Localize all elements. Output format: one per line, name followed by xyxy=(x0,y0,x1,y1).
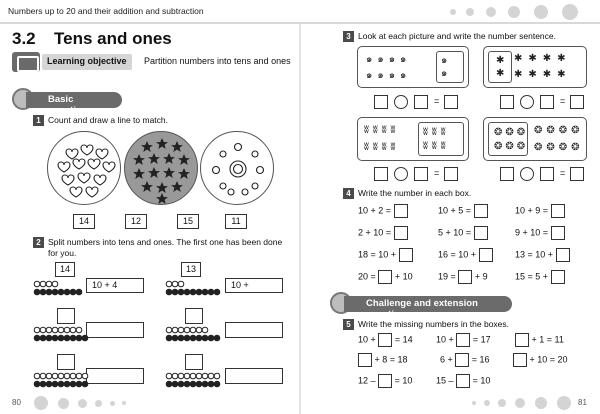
q5-equation: + 1 = 11 xyxy=(515,333,564,347)
snails-picture xyxy=(357,46,469,88)
heart-icon xyxy=(94,175,106,185)
operator-circle[interactable] xyxy=(394,95,408,109)
answer-box[interactable] xyxy=(474,204,488,218)
sentence-box[interactable] xyxy=(374,167,388,181)
question-text: Write the number in each box. xyxy=(358,188,472,198)
question-number: 5 xyxy=(343,319,354,330)
equals-sign: = xyxy=(560,168,566,178)
answer-box[interactable] xyxy=(513,353,527,367)
question-text: for you. xyxy=(48,248,77,258)
heart-icon xyxy=(86,187,98,197)
decor-dot xyxy=(535,397,547,409)
book-icon xyxy=(12,52,40,72)
decor-dot xyxy=(472,401,476,405)
heart-icon xyxy=(78,173,90,183)
q5-equation: 10 + = 17 xyxy=(436,333,491,347)
butterflies-picture xyxy=(357,117,469,161)
decor-dot xyxy=(95,400,102,407)
answer-box[interactable] xyxy=(479,248,493,262)
q5-equation: + 8 = 18 xyxy=(358,353,408,367)
ant-icon: ✱ xyxy=(496,68,505,79)
decor-dot xyxy=(58,398,69,409)
operator-circle[interactable] xyxy=(520,167,534,181)
equals-sign: = xyxy=(560,96,566,106)
answer-box: 10 + 4 xyxy=(86,278,144,293)
equals-sign: = xyxy=(434,168,440,178)
decor-dot xyxy=(450,9,456,15)
snail-icon: ๑๑๑๑ xyxy=(366,54,412,65)
header-bar xyxy=(0,0,600,24)
butterfly-subset xyxy=(418,122,464,156)
sentence-box[interactable] xyxy=(444,167,458,181)
answer-box[interactable] xyxy=(378,374,392,388)
heart-icon xyxy=(88,159,100,169)
number-box[interactable] xyxy=(57,354,75,370)
question-text: Write the missing numbers in the boxes. xyxy=(358,319,510,329)
answer-box[interactable] xyxy=(394,204,408,218)
question-number: 1 xyxy=(33,115,44,126)
q4-equation: 10 + 9 = xyxy=(515,204,565,218)
match-option[interactable]: 14 xyxy=(73,214,95,229)
answer-box[interactable] xyxy=(456,333,470,347)
number-box[interactable] xyxy=(185,354,203,370)
heart-icon xyxy=(81,145,93,155)
challenge-banner: Challenge and extension question xyxy=(344,296,512,312)
heart-icon xyxy=(62,175,74,185)
sentence-box[interactable] xyxy=(414,95,428,109)
page-number: 81 xyxy=(578,398,587,407)
question-number: 4 xyxy=(343,188,354,199)
ant-icon: ✱ xyxy=(496,55,505,66)
bead-string xyxy=(33,280,85,303)
heart-icon xyxy=(103,162,115,172)
number-box[interactable] xyxy=(185,308,203,324)
answer-box[interactable] xyxy=(378,333,392,347)
page-number: 80 xyxy=(12,398,21,407)
decor-dot xyxy=(562,4,578,20)
decor-dot xyxy=(34,396,48,410)
ants-picture xyxy=(483,46,587,88)
answer-box[interactable] xyxy=(456,374,470,388)
match-option[interactable]: 12 xyxy=(125,214,147,229)
answer-box[interactable] xyxy=(399,248,413,262)
beads-icon xyxy=(165,280,223,298)
beads-icon xyxy=(165,326,223,344)
answer-box[interactable] xyxy=(86,322,144,338)
heart-icon xyxy=(73,159,85,169)
ant-subset xyxy=(488,51,512,83)
learning-objective-label: Learning objective xyxy=(42,54,132,70)
q4-equation: 2 + 10 = xyxy=(358,226,408,240)
number-box[interactable] xyxy=(57,308,75,324)
sentence-box[interactable] xyxy=(374,95,388,109)
answer-box[interactable] xyxy=(515,333,529,347)
q4-equation: 19 = + 9 xyxy=(438,270,488,284)
ant-icon: ✱✱✱✱ xyxy=(514,53,572,64)
question-text: Count and draw a line to match. xyxy=(48,115,169,125)
bead-string xyxy=(165,372,223,395)
decor-dot xyxy=(557,396,571,410)
heart-icon xyxy=(96,149,108,159)
ant-icon: ✱✱✱✱ xyxy=(514,69,572,80)
answer-box[interactable] xyxy=(378,270,392,284)
ladybird-icon: ❂❂❂ xyxy=(494,141,529,152)
q5-equation: 15 – = 10 xyxy=(436,374,490,388)
butterfly-icon: ʬʬʬʬ xyxy=(364,142,400,153)
q5-equation: 6 + = 16 xyxy=(440,353,490,367)
snail-icon: ๑ xyxy=(441,55,448,66)
question-text: Look at each picture and write the number sentence. xyxy=(358,31,556,41)
heart-icon xyxy=(58,162,70,172)
beads-icon xyxy=(33,280,85,298)
q4-equation: 13 = 10 + xyxy=(515,248,570,262)
butterfly-icon: ʬʬʬ xyxy=(423,127,450,138)
stars-group xyxy=(125,132,199,206)
operator-circle[interactable] xyxy=(520,95,534,109)
snail-icon: ๑ xyxy=(441,68,448,79)
ladybird-icon: ❂❂❂ xyxy=(494,127,529,138)
decor-dot xyxy=(110,401,115,406)
match-option[interactable]: 11 xyxy=(225,214,247,229)
sentence-box[interactable] xyxy=(500,95,514,109)
bead-string xyxy=(165,326,223,349)
decor-dot xyxy=(515,398,525,408)
decor-dot xyxy=(508,6,520,18)
q4-equation: 15 = 5 + xyxy=(515,270,565,284)
basic-questions-banner: Basic questions xyxy=(26,92,122,108)
answer-box[interactable] xyxy=(394,226,408,240)
q4-equation: 5 + 10 = xyxy=(438,226,488,240)
q4-equation: 16 = 10 + xyxy=(438,248,493,262)
decor-dot xyxy=(484,400,490,406)
bead-string xyxy=(33,326,91,349)
sentence-box[interactable] xyxy=(570,167,584,181)
operator-circle[interactable] xyxy=(394,167,408,181)
q4-equation: 18 = 10 + xyxy=(358,248,413,262)
learning-objective-text: Partition numbers into tens and ones xyxy=(144,56,291,66)
answer-box[interactable] xyxy=(556,248,570,262)
q4-equation: 20 = + 10 xyxy=(358,270,413,284)
decor-dot xyxy=(486,7,496,17)
q5-equation: 10 + = 14 xyxy=(358,333,413,347)
decor-dot xyxy=(78,399,87,408)
section-title: Tens and ones xyxy=(54,29,172,48)
ladybirds-picture xyxy=(483,117,587,161)
header-title: Numbers up to 20 and their addition and subtraction xyxy=(8,6,204,16)
question-number: 3 xyxy=(343,31,354,42)
sentence-box[interactable] xyxy=(444,95,458,109)
sentence-box[interactable] xyxy=(414,167,428,181)
heart-icon xyxy=(66,149,78,159)
butterfly-icon: ʬʬʬ xyxy=(423,141,450,152)
decor-dot xyxy=(534,5,548,19)
question-number: 2 xyxy=(33,237,44,248)
ladybird-subset xyxy=(488,122,528,156)
beads-icon xyxy=(33,326,91,344)
number-box: 14 xyxy=(55,262,75,277)
answer-box[interactable] xyxy=(474,226,488,240)
q4-equation: 9 + 10 = xyxy=(515,226,565,240)
snail-icon: ๑๑๑๑ xyxy=(366,70,412,81)
answer-box[interactable] xyxy=(458,270,472,284)
answer-box[interactable]: 10 + xyxy=(225,278,283,293)
answer-box[interactable] xyxy=(551,270,565,284)
bead-string xyxy=(165,280,223,303)
sentence-box[interactable] xyxy=(540,167,554,181)
learning-objective xyxy=(12,52,292,72)
circles-group xyxy=(201,132,275,206)
circles-plate[interactable] xyxy=(200,131,274,205)
beads-icon xyxy=(165,372,223,390)
answer-box[interactable] xyxy=(86,368,144,384)
bead-string xyxy=(33,372,91,395)
hearts-plate[interactable] xyxy=(47,131,121,205)
answer-box[interactable] xyxy=(358,353,372,367)
hearts-group xyxy=(48,132,122,206)
page-spine xyxy=(299,24,301,414)
q4-equation: 10 + 2 = xyxy=(358,204,408,218)
q5-equation: + 10 = 20 xyxy=(513,353,568,367)
q4-equation: 10 + 5 = xyxy=(438,204,488,218)
heart-icon xyxy=(70,187,82,197)
answer-box[interactable] xyxy=(455,353,469,367)
equals-sign: = xyxy=(434,96,440,106)
q5-equation: 12 – = 10 xyxy=(358,374,412,388)
butterfly-icon: ʬʬʬʬ xyxy=(364,125,400,136)
answer-box[interactable] xyxy=(551,226,565,240)
beads-icon xyxy=(33,372,91,390)
answer-box[interactable] xyxy=(551,204,565,218)
sentence-box[interactable] xyxy=(570,95,584,109)
sentence-box[interactable] xyxy=(540,95,554,109)
stars-plate[interactable] xyxy=(124,131,198,205)
answer-box[interactable] xyxy=(225,322,283,338)
snail-subset xyxy=(436,51,464,83)
number-box: 13 xyxy=(181,262,201,277)
ladybird-icon: ❂❂❂❂ xyxy=(534,125,584,136)
sentence-box[interactable] xyxy=(500,167,514,181)
decor-dot xyxy=(466,8,474,16)
section-number: 3.2 xyxy=(12,29,36,48)
question-text: Split numbers into tens and ones. The first one has been done xyxy=(48,237,283,247)
answer-box[interactable] xyxy=(225,368,283,384)
decor-dot xyxy=(498,399,506,407)
ladybird-icon: ❂❂❂❂ xyxy=(534,142,584,153)
decor-dot xyxy=(122,401,126,405)
match-option[interactable]: 15 xyxy=(177,214,199,229)
